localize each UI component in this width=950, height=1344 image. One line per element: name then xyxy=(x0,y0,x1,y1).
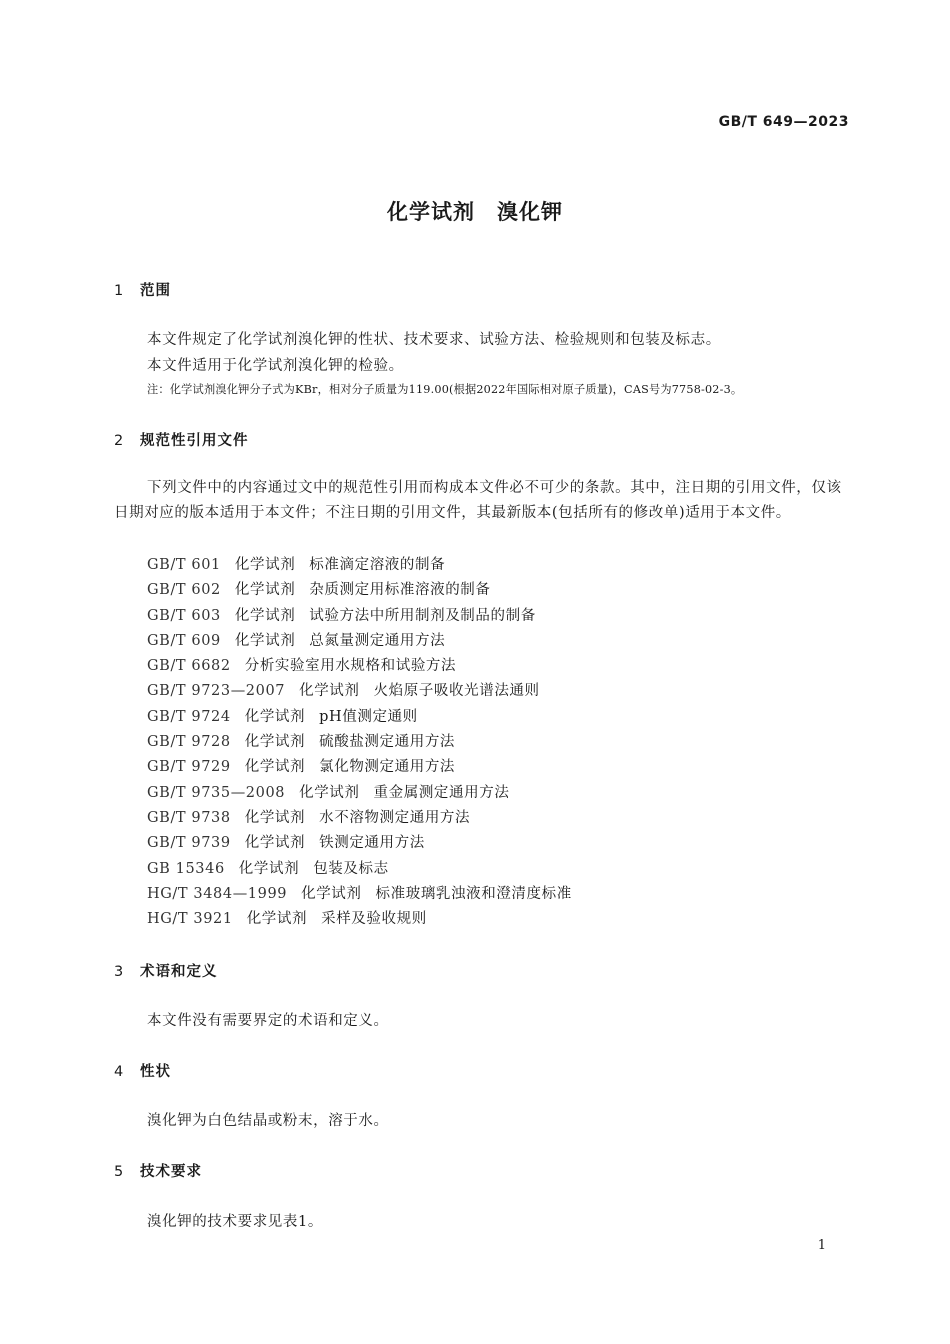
reference-title: 重金属测定通用方法 xyxy=(373,784,510,801)
section-5-heading xyxy=(114,1160,202,1181)
reference-code: GB/T 609 xyxy=(147,632,221,649)
reference-code: GB/T 9738 xyxy=(147,809,231,826)
section-1-note: 注：化学试剂溴化钾分子式为KBr，相对分子质量为119.00(根据2022年国际相对原子质量)，CAS号为7758-02-3。 xyxy=(147,383,743,396)
reference-category: 化学试剂 xyxy=(299,683,360,700)
reference-title: 分析实验室用水规格和试验方法 xyxy=(244,658,457,675)
reference-category: 化学试剂 xyxy=(244,708,306,725)
section-3-paragraph: 本文件没有需要界定的术语和定义。 xyxy=(147,1013,389,1029)
section-number: 3 xyxy=(114,964,125,980)
reference-category: 化学试剂 xyxy=(234,632,296,649)
reference-category: 化学试剂 xyxy=(301,885,362,902)
reference-category: 化学试剂 xyxy=(238,860,300,877)
section-title: 规范性引用文件 xyxy=(140,433,249,449)
reference-category: 化学试剂 xyxy=(234,582,296,599)
reference-code: GB/T 9724 xyxy=(147,708,231,725)
reference-item xyxy=(147,831,572,856)
reference-item xyxy=(147,806,572,831)
reference-code: GB/T 9739 xyxy=(147,835,231,852)
reference-category: 化学试剂 xyxy=(234,607,296,624)
reference-item xyxy=(147,604,572,629)
section-number: 2 xyxy=(114,433,125,449)
reference-category: 化学试剂 xyxy=(244,809,306,826)
section-number: 1 xyxy=(114,283,125,299)
reference-title: 试验方法中所用制剂及制品的制备 xyxy=(309,607,536,624)
reference-title: 氯化物测定通用方法 xyxy=(319,759,456,776)
reference-code: GB/T 9729 xyxy=(147,759,231,776)
reference-item xyxy=(147,907,572,932)
section-2-heading xyxy=(114,429,249,450)
reference-title: 包装及标志 xyxy=(313,860,389,877)
reference-item xyxy=(147,781,572,806)
section-title: 范围 xyxy=(140,283,171,299)
reference-category: 化学试剂 xyxy=(244,734,306,751)
reference-code: GB/T 601 xyxy=(147,557,221,573)
reference-category: 化学试剂 xyxy=(244,835,306,852)
reference-code: GB/T 603 xyxy=(147,607,221,624)
reference-code: GB/T 602 xyxy=(147,582,221,599)
reference-item xyxy=(147,578,572,603)
section-title: 性状 xyxy=(140,1064,171,1080)
reference-category: 化学试剂 xyxy=(246,911,308,928)
section-2-intro: 下列文件中的内容通过文中的规范性引用而构成本文件必不可少的条款。其中，注日期的引用文件，仅该日期对应的版本适用于本文件；不注日期的引用文件，其最新版本(包括所有的修改单)适用于本文件。 xyxy=(114,480,842,522)
reference-code: HG/T 3921 xyxy=(147,911,233,928)
reference-title: 硫酸盐测定通用方法 xyxy=(319,734,456,751)
reference-category: 化学试剂 xyxy=(234,557,296,573)
reference-title: 采样及验收规则 xyxy=(321,911,427,928)
document-code: GB/T 649—2023 xyxy=(718,114,849,130)
reference-item xyxy=(147,705,572,730)
reference-code: GB/T 9728 xyxy=(147,734,231,751)
section-4-paragraph: 溴化钾为白色结晶或粉末，溶于水。 xyxy=(147,1113,389,1129)
section-4-heading xyxy=(114,1060,171,1081)
reference-item xyxy=(147,553,572,578)
section-number: 4 xyxy=(114,1064,125,1080)
section-3-heading xyxy=(114,960,218,981)
section-5-paragraph: 溴化钾的技术要求见表1。 xyxy=(147,1214,323,1230)
reference-item xyxy=(147,654,572,679)
reference-item xyxy=(147,629,572,654)
section-1-paragraph-1: 本文件规定了化学试剂溴化钾的性状、技术要求、试验方法、检验规则和包装及标志。 xyxy=(147,332,721,348)
reference-title: 水不溶物测定通用方法 xyxy=(319,809,471,826)
reference-item xyxy=(147,857,572,882)
section-number: 5 xyxy=(114,1164,125,1180)
reference-title: 杂质测定用标准溶液的制备 xyxy=(309,582,491,599)
section-title: 技术要求 xyxy=(140,1164,202,1180)
page-title: 化学试剂 溴化钾 xyxy=(387,200,563,224)
reference-code: GB/T 6682 xyxy=(147,658,231,675)
reference-code: GB/T 9723—2007 xyxy=(147,683,286,700)
section-1-heading xyxy=(114,279,171,300)
reference-title: 火焰原子吸收光谱法通则 xyxy=(373,683,540,700)
reference-code: GB/T 9735—2008 xyxy=(147,784,286,801)
reference-list xyxy=(147,553,572,932)
reference-category: 化学试剂 xyxy=(299,784,360,801)
page-number: 1 xyxy=(817,1238,826,1253)
reference-category: 化学试剂 xyxy=(244,759,306,776)
reference-code: GB 15346 xyxy=(147,860,225,877)
reference-title: 标准滴定溶液的制备 xyxy=(309,557,446,573)
section-1-paragraph-2: 本文件适用于化学试剂溴化钾的检验。 xyxy=(147,358,404,374)
section-title: 术语和定义 xyxy=(140,964,218,980)
reference-title: 标准玻璃乳浊液和澄清度标准 xyxy=(375,885,572,902)
reference-item xyxy=(147,730,572,755)
reference-item xyxy=(147,755,572,780)
reference-title: pH值测定通则 xyxy=(319,708,418,725)
reference-item xyxy=(147,679,572,704)
reference-title: 铁测定通用方法 xyxy=(319,835,425,852)
reference-code: HG/T 3484—1999 xyxy=(147,885,288,902)
reference-item xyxy=(147,882,572,907)
reference-title: 总氮量测定通用方法 xyxy=(309,632,446,649)
